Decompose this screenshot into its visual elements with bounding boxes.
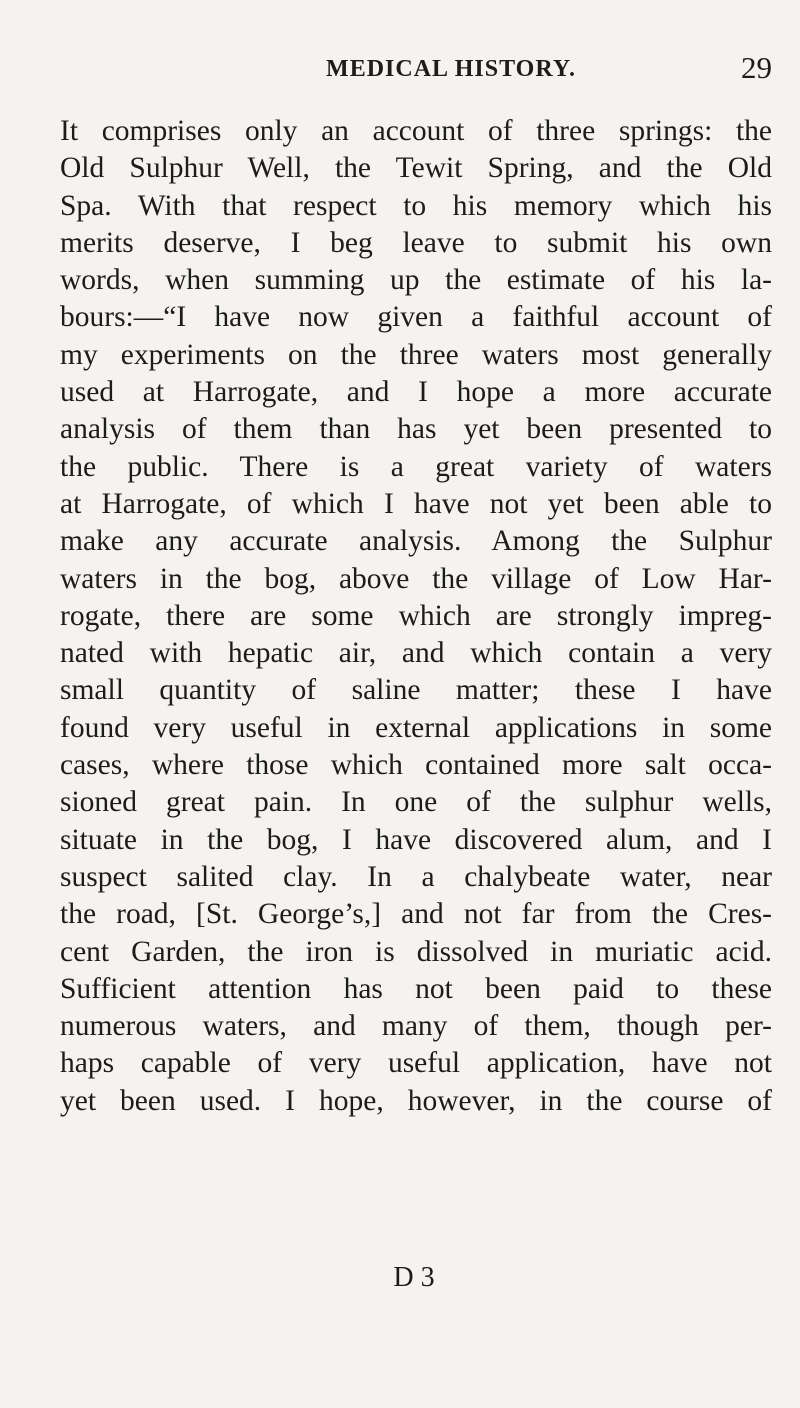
- text-line: It comprises only an account of three springs: the: [60, 115, 772, 147]
- text-line: bours:—“I have now given a faithful account of: [60, 301, 772, 334]
- text-line: cases, where those which contained more salt occa-: [60, 749, 772, 782]
- text-line: sioned great pain. In one of the sulphur wells,: [60, 786, 772, 819]
- text-line: my experiments on the three waters most generally: [60, 338, 772, 371]
- body-text: [60, 113, 772, 1120]
- text-line: the road, [St. George’s,] and not far from the Cres-: [60, 898, 772, 931]
- text-line: small quantity of saline matter; these I have: [60, 674, 772, 707]
- text-line: make any accurate analysis. Among the Sulphur: [60, 525, 772, 558]
- page-number: 29: [741, 50, 772, 85]
- text-line: the public. There is a great variety of waters: [60, 450, 772, 483]
- text-line: merits deserve, I beg leave to submit his own: [60, 226, 772, 259]
- text-line: cent Garden, the iron is dissolved in muriatic acid.: [60, 935, 772, 968]
- text-line: Spa. With that respect to his memory which his: [60, 189, 772, 222]
- text-line: situate in the bog, I have discovered alum, and I: [60, 823, 772, 856]
- text-line: Old Sulphur Well, the Tewit Spring, and the Old: [60, 152, 772, 185]
- running-title: MEDICAL HISTORY.: [326, 56, 576, 82]
- text-line: rogate, there are some which are strongly impreg-: [60, 599, 772, 632]
- signature-mark: [0, 1262, 800, 1294]
- text-line: at Harrogate, of which I have not yet been able to: [60, 487, 772, 520]
- text-line: waters in the bog, above the village of Low Har-: [60, 562, 772, 595]
- text-line: nated with hepatic air, and which contain a very: [60, 637, 772, 670]
- text-line: yet been used. I hope, however, in the course of: [60, 1084, 772, 1117]
- text-line: Sufficient attention has not been paid to these: [60, 972, 772, 1005]
- signature-mark-text: D 3: [393, 1262, 435, 1293]
- running-head: [60, 48, 772, 88]
- text-line: used at Harrogate, and I hope a more accurate: [60, 376, 772, 409]
- text-line: suspect salited clay. In a chalybeate water, near: [60, 860, 772, 893]
- text-line: numerous waters, and many of them, though per-: [60, 1010, 772, 1043]
- text-line: haps capable of very useful application, have not: [60, 1047, 772, 1080]
- text-line: analysis of them than has yet been presented to: [60, 413, 772, 446]
- text-line: words, when summing up the estimate of his la-: [60, 264, 772, 297]
- text-line: found very useful in external applications in some: [60, 711, 772, 744]
